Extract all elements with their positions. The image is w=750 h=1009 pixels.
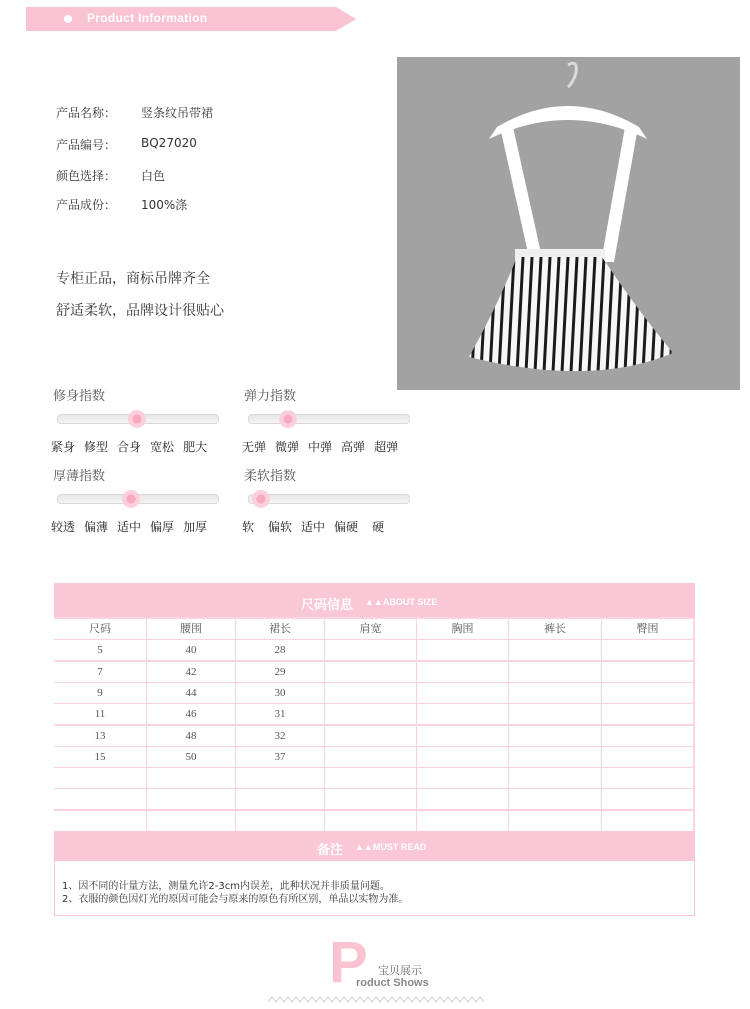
table-cell [147, 811, 235, 832]
header-title: Product Information [87, 11, 208, 25]
size-table-title: 尺码信息 [301, 598, 354, 613]
thickness-label: 适中 [117, 520, 142, 534]
table-cell [602, 662, 693, 683]
product-shows-logo-letter: P [329, 930, 368, 995]
elasticity-label: 超弹 [374, 440, 399, 454]
thickness-label: 加厚 [183, 520, 208, 534]
table-cell: 40 [147, 640, 235, 661]
table-cell [325, 662, 416, 683]
notes-subtitle: ▲▲MUST READ [355, 842, 427, 852]
table-cell [602, 789, 693, 810]
table-cell [147, 768, 235, 789]
fit-label: 肥大 [183, 440, 208, 454]
softness-label: 硬 [372, 520, 385, 534]
table-cell [509, 704, 601, 725]
table-cell [509, 726, 601, 747]
table-cell [509, 640, 601, 661]
table-cell [236, 768, 324, 789]
table-cell [147, 789, 235, 810]
table-cell: 46 [147, 704, 235, 725]
product-photo [397, 57, 740, 390]
note-line-2: 2、衣服的颜色因灯光的原因可能会与原来的原色有所区别，单品以实物为准。 [62, 894, 409, 905]
elasticity-index-track [248, 414, 410, 424]
table-cell [417, 704, 508, 725]
table-cell: 28 [236, 640, 324, 661]
elasticity-index-labels [242, 438, 407, 455]
fit-index-title: 修身指数 [53, 389, 106, 404]
table-cell [417, 747, 508, 768]
table-cell [54, 768, 146, 789]
elasticity-index-knob[interactable] [279, 410, 297, 428]
table-cell: 15 [54, 747, 146, 768]
notes-title: 备注 [317, 843, 344, 858]
info-value-color: 白色 [141, 169, 166, 183]
table-cell: 肩宽 [325, 619, 416, 640]
fit-label: 修型 [84, 440, 109, 454]
table-cell [509, 683, 601, 704]
table-cell [325, 683, 416, 704]
bullet-icon [64, 15, 72, 23]
fit-label: 紧身 [51, 440, 76, 454]
elasticity-label: 高弹 [341, 440, 366, 454]
slogan-1: 专柜正品，商标吊牌齐全 [56, 271, 210, 287]
table-cell: 尺码 [54, 619, 146, 640]
table-cell [417, 789, 508, 810]
table-cell: 腰围 [147, 619, 235, 640]
table-cell: 7 [54, 662, 146, 683]
table-cell [325, 811, 416, 832]
elasticity-label: 微弹 [275, 440, 300, 454]
table-cell [417, 662, 508, 683]
softness-label: 软 [242, 520, 255, 534]
table-cell: 胸围 [417, 619, 508, 640]
table-cell [509, 662, 601, 683]
table-cell [54, 789, 146, 810]
table-cell [417, 811, 508, 832]
softness-index-title: 柔软指数 [244, 469, 297, 484]
table-cell [509, 789, 601, 810]
table-cell [236, 811, 324, 832]
product-shows-cn: 宝贝展示 [378, 964, 422, 977]
fit-index-labels [51, 438, 216, 455]
table-cell [602, 768, 693, 789]
softness-index-track [248, 494, 410, 504]
elasticity-index-title: 弹力指数 [244, 389, 297, 404]
table-cell [509, 747, 601, 768]
table-cell: 37 [236, 747, 324, 768]
info-label-code: 产品编号： [56, 138, 117, 152]
thickness-index-title: 厚薄指数 [53, 469, 106, 484]
softness-label: 偏软 [268, 520, 293, 534]
table-cell [509, 811, 601, 832]
zigzag-divider [268, 996, 484, 1004]
elasticity-label: 无弹 [242, 440, 267, 454]
table-cell: 9 [54, 683, 146, 704]
table-cell [325, 768, 416, 789]
info-label-material: 产品成份： [56, 198, 117, 212]
softness-index-knob[interactable] [252, 490, 270, 508]
note-line-1: 1、因不同的计量方法，测量允许2-3cm内误差，此种状况并非质量问题。 [62, 881, 390, 892]
table-cell: 11 [54, 704, 146, 725]
table-cell: 13 [54, 726, 146, 747]
elasticity-label: 中弹 [308, 440, 333, 454]
product-shows-en: roduct Shows [356, 977, 429, 989]
info-value-material: 100%涤 [141, 198, 188, 212]
table-cell [417, 768, 508, 789]
table-cell [602, 811, 693, 832]
table-cell [325, 640, 416, 661]
table-cell [602, 747, 693, 768]
table-cell [417, 726, 508, 747]
table-cell [602, 640, 693, 661]
table-cell: 臀围 [602, 619, 693, 640]
table-cell [602, 726, 693, 747]
fit-index-knob[interactable] [128, 410, 146, 428]
table-cell: 裤长 [509, 619, 601, 640]
table-cell: 32 [236, 726, 324, 747]
thickness-index-knob[interactable] [122, 490, 140, 508]
table-cell: 30 [236, 683, 324, 704]
table-cell [54, 811, 146, 832]
thickness-label: 偏薄 [84, 520, 109, 534]
info-value-name: 竖条纹吊带裙 [141, 106, 214, 120]
table-cell: 裙长 [236, 619, 324, 640]
table-cell: 44 [147, 683, 235, 704]
softness-index-labels [242, 518, 393, 535]
table-cell [236, 789, 324, 810]
softness-label: 偏硬 [334, 520, 359, 534]
table-cell [417, 640, 508, 661]
table-cell [325, 747, 416, 768]
table-cell [602, 704, 693, 725]
table-cell [325, 789, 416, 810]
fit-label: 宽松 [150, 440, 175, 454]
thickness-label: 偏厚 [150, 520, 175, 534]
table-cell [325, 704, 416, 725]
table-cell: 42 [147, 662, 235, 683]
table-cell [509, 768, 601, 789]
table-cell: 5 [54, 640, 146, 661]
info-label-name: 产品名称： [56, 106, 117, 120]
info-label-color: 颜色选择： [56, 169, 117, 183]
thickness-label: 较透 [51, 520, 76, 534]
size-table-subtitle: ▲▲ABOUT SIZE [365, 597, 438, 607]
softness-label: 适中 [301, 520, 326, 534]
info-value-code: BQ27020 [141, 136, 197, 150]
thickness-index-labels [51, 518, 216, 535]
fit-label: 合身 [117, 440, 142, 454]
table-cell: 31 [236, 704, 324, 725]
table-cell: 29 [236, 662, 324, 683]
table-cell [325, 726, 416, 747]
table-cell: 50 [147, 747, 235, 768]
table-cell: 48 [147, 726, 235, 747]
table-cell [417, 683, 508, 704]
table-cell [602, 683, 693, 704]
slogan-2: 舒适柔软，品牌设计很贴心 [56, 303, 224, 319]
